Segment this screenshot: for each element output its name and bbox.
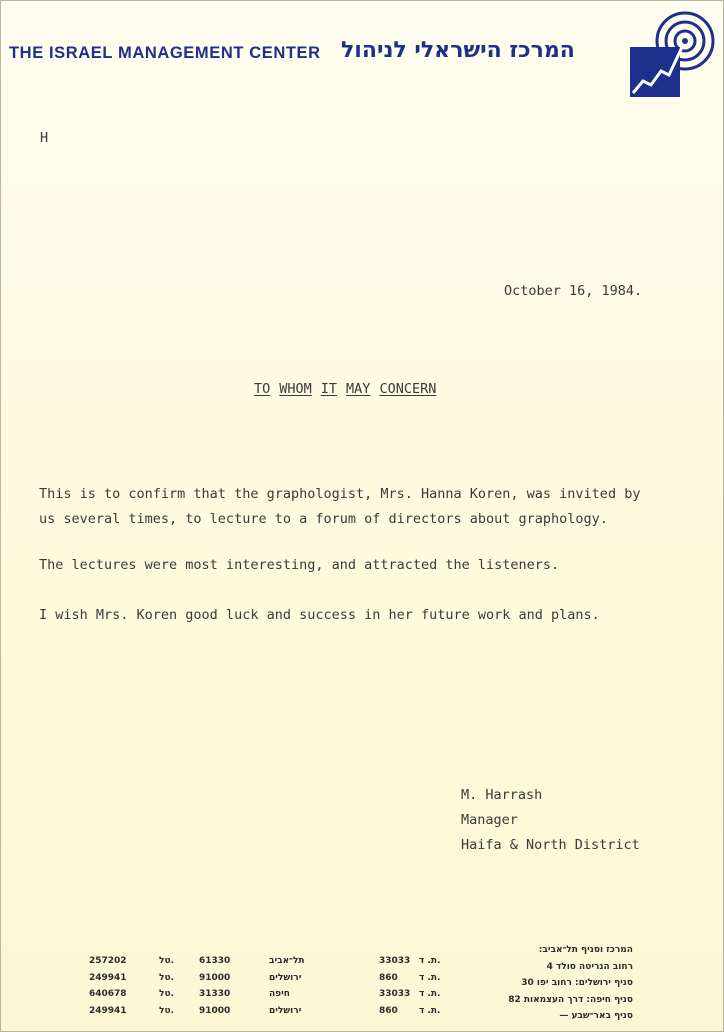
phone-label: טל. — [159, 972, 174, 983]
address-line: סניף באר־שבע — — [559, 1011, 633, 1021]
letter-date: October 16, 1984. — [504, 283, 643, 299]
address-line: סניף חיפה: דרך העצמאות 82 — [508, 994, 633, 1005]
zip-code: 31330 — [199, 989, 231, 999]
footer-addresses — [508, 942, 633, 1025]
phone-label: טל. — [159, 1005, 174, 1016]
zip-code: 61330 — [199, 956, 231, 966]
city-name: ירושלים — [269, 972, 302, 983]
body-paragraph-3: I wish Mrs. Koren good luck and success in her future work and plans. — [39, 607, 600, 623]
body-paragraph-2: The lectures were most interesting, and attracted the listeners. — [39, 557, 560, 573]
subject-word: WHOM — [279, 381, 312, 397]
contact-row — [89, 970, 449, 987]
contact-row — [89, 986, 449, 1003]
signer-name: M. Harrash — [461, 787, 543, 803]
po-box-number: 33033 — [379, 989, 411, 999]
phone-number: 257202 — [89, 956, 127, 966]
phone-number: 249941 — [89, 1005, 127, 1016]
phone-label: טל. — [159, 956, 174, 966]
address-line: סניף ירושלים: רחוב יפו 30 — [521, 978, 633, 988]
po-box-number: 860 — [379, 972, 398, 983]
city-name: חיפה — [269, 989, 290, 999]
zip-code: 91000 — [199, 1005, 231, 1016]
subject-word: MAY — [346, 381, 371, 397]
signer-district: Haifa & North District — [461, 837, 640, 853]
org-name-english: THE ISRAEL MANAGEMENT CENTER — [9, 44, 321, 62]
phone-number: 640678 — [89, 989, 127, 999]
po-box-label: ת. ד. — [419, 972, 441, 983]
contact-row — [89, 1003, 449, 1020]
signer-title: Manager — [461, 812, 518, 828]
address-header: המרכז וסניף תל־אביב: — [538, 945, 633, 955]
po-box-label: ת. ד. — [419, 956, 441, 966]
zip-code: 91000 — [199, 972, 231, 983]
phone-number: 249941 — [89, 972, 127, 983]
paragraph-line: us several times, to lecture to a forum of directors about graphology. — [39, 511, 608, 527]
address-line: רחוב הנריטה סולד 4 — [546, 961, 633, 972]
reference-mark: H — [40, 130, 49, 146]
subject-line — [254, 381, 445, 397]
city-name: ירושלים — [269, 1005, 302, 1016]
body-paragraph-1 — [39, 482, 640, 532]
paragraph-line: This is to confirm that the graphologist, Mrs. Hanna Koren, was invited by — [39, 486, 641, 502]
concentric-circles-target-icon — [627, 9, 721, 101]
footer-contact-table — [89, 953, 449, 1019]
org-name-hebrew: המרכז הישראלי לניהול — [341, 38, 575, 63]
phone-label: טל. — [159, 989, 174, 999]
subject-word: CONCERN — [379, 381, 437, 397]
po-box-label: ת. ד. — [419, 1005, 441, 1016]
po-box-label: ת. ד. — [419, 989, 441, 999]
subject-word: IT — [320, 381, 338, 397]
subject-word: TO — [254, 381, 271, 397]
signature-block — [461, 783, 640, 858]
po-box-number: 860 — [379, 1005, 398, 1016]
po-box-number: 33033 — [379, 956, 411, 966]
contact-row — [89, 953, 449, 970]
city-name: תל־אביב — [269, 956, 305, 966]
